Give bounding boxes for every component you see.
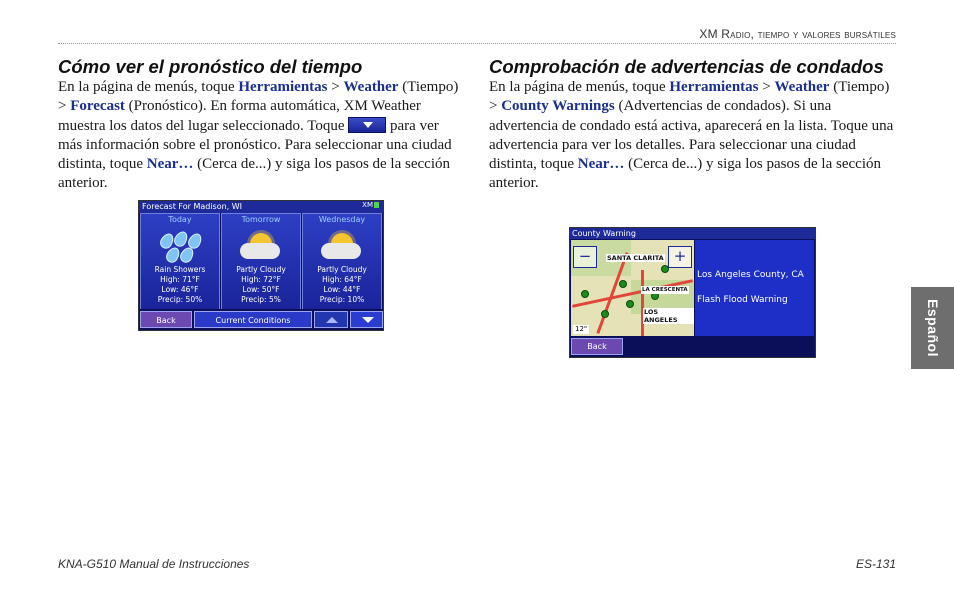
running-header: XM Radio, tiempo y valores bursátiles	[699, 27, 896, 41]
zoom-out-icon[interactable]: −	[573, 246, 597, 268]
forecast-title: Forecast For Madison, WI	[139, 201, 383, 213]
xm-signal-icon: XM	[362, 201, 379, 209]
back-button[interactable]: Back	[571, 338, 623, 355]
menu-county-warnings: County Warnings	[501, 98, 615, 115]
menu-weather: Weather	[343, 79, 399, 95]
scroll-down-button-icon	[348, 117, 386, 133]
warning-map[interactable]: SANTA CLARITA LA CRESCENTA LOS ANGELES − + 12"	[571, 240, 694, 336]
warnings-instructions: En la página de menús, toque Herramientas > Weather (Tiempo) > County Warnings (Advertencias de condados). Si una advertencia de condado está activa, aparecerá en la lista. Toque una advertencia para ver los detalles. Para seleccionar una ciudad distinta, toque Near… (Cerca de...) y siga los pasos de la sección anterior.	[489, 79, 894, 192]
forecast-day-today: Today Rain Showers High: 71°F Low: 46°F Precip: 50%	[140, 213, 220, 310]
section-forecast	[58, 55, 463, 194]
menu-near: Near…	[146, 156, 194, 173]
menu-forecast: Forecast	[70, 98, 125, 115]
menu-near: Near…	[577, 156, 625, 173]
county-name: Los Angeles County, CA	[697, 270, 804, 280]
footer-manual-title: KNA-G510 Manual de Instrucciones	[58, 557, 250, 571]
forecast-day-tomorrow: Tomorrow Partly Cloudy High: 72°F Low: 50°F Precip: 5%	[221, 213, 301, 310]
warning-details[interactable]	[695, 240, 814, 336]
page-number: ES-131	[855, 557, 896, 571]
header-divider	[58, 43, 896, 44]
forecast-screenshot	[138, 200, 384, 331]
current-conditions-button[interactable]: Current Conditions	[194, 311, 312, 328]
section-heading: Cómo ver el pronóstico del tiempo	[58, 56, 363, 77]
forecast-day-wednesday: Wednesday Partly Cloudy High: 64°F Low: 44°F Precip: 10%	[302, 213, 382, 310]
county-warning-screenshot	[569, 227, 816, 358]
section-heading: Comprobación de advertencias de condados	[489, 56, 884, 77]
back-button[interactable]: Back	[140, 311, 192, 328]
forecast-button-bar	[139, 309, 383, 330]
county-warning-title: County Warning	[570, 228, 815, 239]
forecast-instructions: En la página de menús, toque Herramientas > Weather (Tiempo) > Forecast (Pronóstico). En forma automática, XM Weather muestra los datos del lugar seleccionado. Toque para ver más información sobre el pronóstico. Para seleccionar una ciudad distinta, toque Near… (Cerca de...) y siga los pasos de la sección anterior.	[58, 79, 459, 192]
menu-herramientas: Herramientas	[669, 79, 759, 95]
menu-weather: Weather	[774, 79, 830, 95]
zoom-in-icon[interactable]: +	[668, 246, 692, 268]
partly-cloudy-icon	[222, 225, 300, 265]
rain-icon	[141, 225, 219, 265]
section-county-warnings	[489, 55, 899, 194]
scroll-up-button[interactable]	[314, 311, 348, 328]
partly-cloudy-icon	[303, 225, 381, 265]
language-tab: Español	[911, 287, 954, 369]
scroll-down-button[interactable]	[350, 311, 383, 328]
down-arrow-icon	[362, 317, 374, 323]
warning-type: Flash Flood Warning	[697, 295, 788, 305]
map-scale: 12"	[575, 325, 588, 333]
up-arrow-icon	[326, 317, 338, 323]
menu-herramientas: Herramientas	[238, 79, 328, 95]
